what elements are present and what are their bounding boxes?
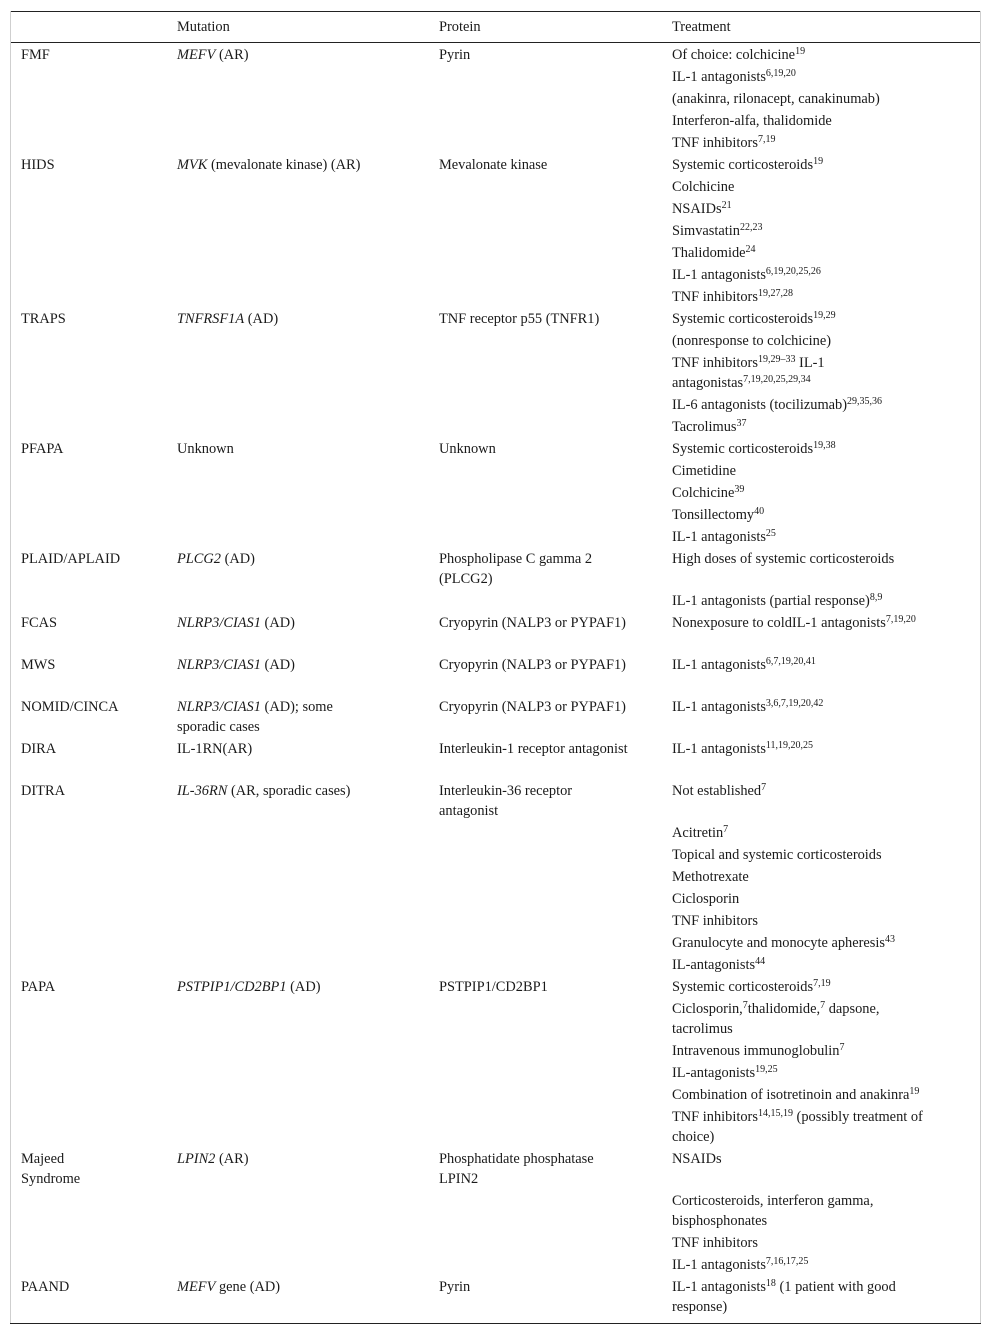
gene-name: LPIN2 [177,1151,216,1167]
row-name: TRAPS [21,311,66,327]
row-protein: Mevalonate kinase [439,157,548,173]
gene-name: NLRP3/CIAS1 [177,615,261,631]
treatment-line: Corticosteroids, interferon gamma, [672,1193,874,1209]
row-mutation [177,549,255,569]
gene-name: NLRP3/CIAS1 [177,657,261,673]
row-mutation [177,1277,280,1297]
gene-name: MEFV [177,1279,216,1295]
treatment-line: Not established$^7$ [672,782,767,799]
mutation-detail: (AD) [260,657,295,673]
gene-name: IL-36RN [177,783,228,799]
row-mutation [177,977,321,997]
treatment-line: IL-1 antagonists$^{6,19,20}$ [672,68,796,85]
treatment-line: IL-1 antagonists$^{18}$ (1 patient with good [672,1278,896,1295]
row-mutation: IL-1RN(AR) [177,741,253,757]
row-name: DITRA [21,783,65,799]
treatment-line: IL-1 antagonists (partial response)$^{8,9}$ [672,592,883,609]
header-rule [10,42,981,43]
treatment-line: Colchicine$^{39}$ [672,484,745,501]
row-mutation [177,781,350,801]
row-protein: Unknown [439,441,496,457]
treatment-line: IL-1 antagonists$^{25}$ [672,528,776,545]
treatment-line: Of choice: colchicine$^{19}$ [672,46,806,63]
mutation-detail: (AD); some sporadic cases [177,699,333,735]
treatment-line: IL-1 antagonists$^{7,16,17,25}$ [672,1256,809,1273]
treatment-line: Combination of isotretinoin and anakinra$^{19}$ [672,1086,920,1103]
mutation-detail: (AD) [244,311,279,327]
row-name: NOMID/CINCA [21,699,119,715]
treatment-line: IL-antagonists$^{44}$ [672,956,766,973]
row-name: DIRA [21,741,57,757]
row-protein: Interleukin-1 receptor antagonist [439,741,628,757]
row-name: Majeed [21,1151,65,1167]
treatment-line: Cimetidine [672,463,736,479]
treatment-line: TNF inhibitors [672,913,758,929]
treatment-line: TNF inhibitors [672,1235,758,1251]
treatment-line: Ciclosporin,$^7$thalidomide,$^7$ dapsone, [672,1000,880,1017]
row-protein: Pyrin [439,47,471,63]
treatment-line: Systemic corticosteroids$^{19,38}$ [672,440,836,457]
row-name: Syndrome [21,1171,81,1187]
gene-name: PSTPIP1/CD2BP1 [177,979,287,995]
treatment-line: Systemic corticosteroids$^{19,29}$ [672,310,836,327]
mutation-detail: (AD) [286,979,321,995]
treatment-line: Acitretin$^7$ [672,824,729,841]
treatment-line: Interferon-alfa, thalidomide [672,113,832,129]
treatment-line: Systemic corticosteroids$^{7,19}$ [672,978,831,995]
row-protein: Cryopyrin (NALP3 or PYPAF1) [439,657,626,673]
row-protein: LPIN2 [439,1171,479,1187]
row-name: PAPA [21,979,56,995]
row-name: PFAPA [21,441,64,457]
treatment-line: Nonexposure to coldIL-1 antagonists$^{7,19,20}$ [672,614,916,631]
row-protein: TNF receptor p55 (TNFR1) [439,311,600,327]
treatment-line: (nonresponse to colchicine) [672,333,832,349]
row-protein: Interleukin-36 receptor antagonist [439,783,573,819]
treatment-line: Systemic corticosteroids$^{19}$ [672,156,824,173]
treatment-line: Intravenous immunoglobulin$^7$ [672,1042,845,1059]
treatment-line: Simvastatin$^{22,23}$ [672,222,763,239]
gene-name: PLCG2 [177,551,221,567]
treatment-line: Thalidomide$^{24}$ [672,244,756,261]
gene-name: TNFRSF1A [177,311,245,327]
gene-name: MVK [177,157,208,173]
treatment-line: Colchicine [672,179,735,195]
treatment-line: choice) [672,1129,715,1145]
row-mutation [177,613,295,633]
treatment-line: IL-1 antagonists$^{6,19,20,25,26}$ [672,266,821,283]
treatment-line: Granulocyte and monocyte apheresis$^{43}$ [672,934,895,951]
treatment-line: tacrolimus [672,1021,733,1037]
row-protein: Cryopyrin (NALP3 or PYPAF1) [439,615,626,631]
table-top-rule [10,11,981,12]
treatment-line: NSAIDs [672,1151,722,1167]
mutation-detail: (AD) [220,551,255,567]
row-name: FMF [21,47,50,63]
mutation-detail: (mevalonate kinase) (AR) [207,157,361,173]
row-mutation [177,45,249,65]
row-mutation: Unknown [177,441,234,457]
row-name: MWS [21,657,56,673]
treatment-line: Ciclosporin [672,891,740,907]
mutation-detail: (AR) [215,1151,249,1167]
gene-name: MEFV [177,47,216,63]
row-name: PLAID/APLAID [21,551,121,567]
row-protein: Phosphatidate phosphatase [439,1151,594,1167]
treatment-line: (anakinra, rilonacept, canakinumab) [672,91,880,107]
treatment-line: IL-6 antagonists (tocilizumab)$^{29,35,36}$ [672,396,883,413]
treatment-line: IL-1 antagonists$^{3,6,7,19,20,42}$ [672,698,824,715]
treatment-line: antagonistas$^{7,19,20,25,29,34}$ [672,374,811,391]
treatment-line: IL-antagonists$^{19,25}$ [672,1064,778,1081]
table-right-border [980,11,981,1323]
mutation-detail: (AD) [260,615,295,631]
gene-name: NLRP3/CIAS1 [177,699,261,715]
header-treatment: Treatment [672,19,731,35]
header-protein: Protein [439,19,481,35]
row-mutation [177,155,360,175]
row-protein: Cryopyrin (NALP3 or PYPAF1) [439,699,626,715]
treatment-line: High doses of systemic corticosteroids [672,551,895,567]
treatment-line: TNF inhibitors$^{19,29-33}$ IL-1 [672,354,825,371]
treatment-line: response) [672,1299,728,1315]
row-mutation [177,1149,249,1169]
table-left-border [10,11,11,1323]
mutation-detail: gene (AD) [215,1279,281,1295]
row-mutation [177,655,295,675]
treatment-line: Methotrexate [672,869,749,885]
row-name: FCAS [21,615,57,631]
treatment-line: IL-1 antagonists$^{6,7,19,20,41}$ [672,656,816,673]
treatment-line: TNF inhibitors$^{7,19}$ [672,134,776,151]
mutation-detail: (AR, sporadic cases) [227,783,351,799]
row-name: PAAND [21,1279,70,1295]
row-protein: Pyrin [439,1279,471,1295]
row-mutation [177,697,382,737]
row-mutation [177,309,278,329]
treatment-line: IL-1 antagonists$^{11,19,20,25}$ [672,740,814,757]
row-protein: Phospholipase C gamma 2 (PLCG2) [439,551,593,587]
row-protein: PSTPIP1/CD2BP1 [439,979,548,995]
treatment-line: TNF inhibitors$^{14,15,19}$ (possibly treatment of [672,1108,923,1125]
treatment-line: bisphosphonates [672,1213,768,1229]
mutation-detail: (AR) [215,47,249,63]
treatment-line: Topical and systemic corticosteroids [672,847,882,863]
row-name: HIDS [21,157,55,173]
treatment-line: TNF inhibitors$^{19,27,28}$ [672,288,793,305]
treatment-line: NSAIDs$^{21}$ [672,200,732,217]
treatment-line: Tacrolimus$^{37}$ [672,418,747,435]
treatment-line: Tonsillectomy$^{40}$ [672,506,765,523]
header-mutation: Mutation [177,19,230,35]
table-bottom-rule [10,1323,981,1324]
